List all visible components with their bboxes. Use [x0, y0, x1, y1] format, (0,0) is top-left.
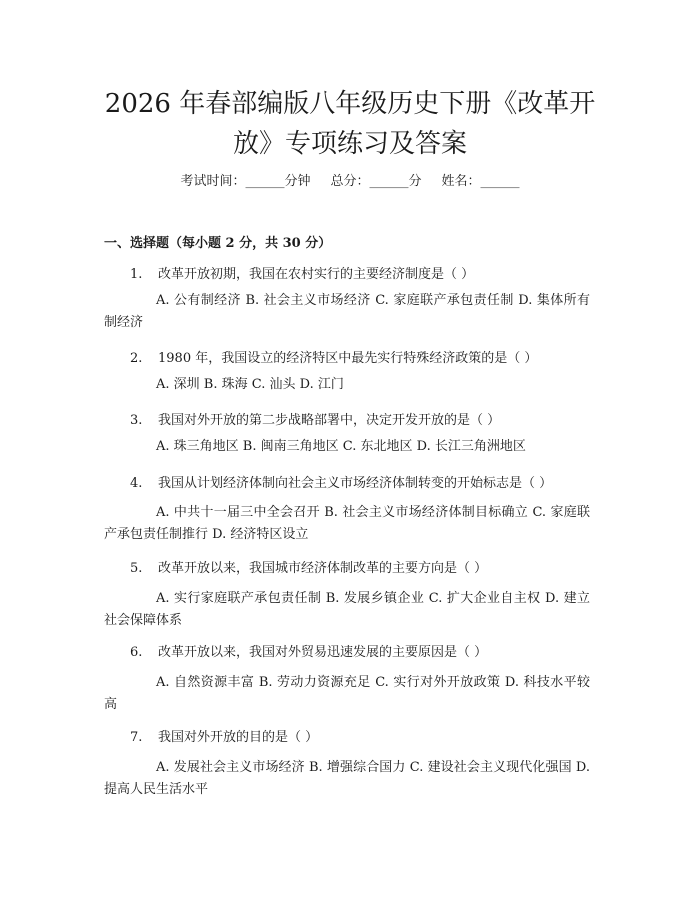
exam-time: 考试时间：______分钟 — [180, 174, 311, 189]
title-line-1: 2026 年春部编版八年级历史下册《改革开 — [104, 89, 596, 119]
question-text: 改革开放初期，我国在农村实行的主要经济制度是（ ） — [158, 267, 475, 282]
question-number: 5. — [130, 561, 143, 576]
exam-score: 总分：______分 — [330, 174, 422, 189]
title-line-2: 放》专项练习及答案 — [232, 129, 467, 159]
question-number: 7. — [130, 730, 143, 745]
question-stem — [130, 641, 487, 660]
question-stem — [130, 726, 318, 745]
question-stem — [130, 472, 552, 491]
question-options: A. 发展社会主义市场经济 B. 增强综合国力 C. 建设社会主义现代化强国 D. 提高人民生活水平 — [104, 760, 590, 797]
question-text: 1980 年，我国设立的经济特区中最先实行特殊经济政策的是（ ） — [158, 351, 538, 366]
question-text: 改革开放以来，我国对外贸易迅速发展的主要原因是（ ） — [158, 645, 488, 660]
question-number: 4. — [130, 476, 143, 491]
question-stem — [130, 409, 500, 428]
question-options: A. 珠三角地区 B. 闽南三角地区 C. 东北地区 D. 长江三角洲地区 — [156, 439, 526, 454]
question-number: 3. — [130, 413, 143, 428]
question-text: 改革开放以来，我国城市经济体制改革的主要方向是（ ） — [158, 561, 488, 576]
exam-meta — [0, 170, 700, 189]
question-stem — [130, 347, 537, 366]
question-number: 6. — [130, 645, 143, 660]
question-text: 我国对外开放的第二步战略部署中，决定开发开放的是（ ） — [158, 413, 501, 428]
question-options: A. 自然资源丰富 B. 劳动力资源充足 C. 实行对外开放政策 D. 科技水平较高 — [104, 675, 590, 712]
document-title — [80, 84, 620, 164]
question-stem — [130, 557, 487, 576]
exam-name: 姓名：______ — [441, 174, 520, 189]
question-options: A. 深圳 B. 珠海 C. 汕头 D. 江门 — [156, 377, 344, 392]
section-heading: 一、选择题（每小题 2 分，共 30 分） — [104, 236, 332, 251]
question-text: 我国从计划经济体制向社会主义市场经济体制转变的开始标志是（ ） — [158, 476, 553, 491]
question-text: 我国对外开放的目的是（ ） — [158, 730, 319, 745]
question-number: 2. — [130, 351, 143, 366]
question-options: A. 中共十一届三中全会召开 B. 社会主义市场经济体制目标确立 C. 家庭联产承包责任制推行 D. 经济特区设立 — [104, 505, 590, 542]
question-number: 1. — [130, 267, 143, 282]
question-options: A. 实行家庭联产承包责任制 B. 发展乡镇企业 C. 扩大企业自主权 D. 建立社会保障体系 — [104, 591, 590, 628]
question-options: A. 公有制经济 B. 社会主义市场经济 C. 家庭联产承包责任制 D. 集体所有制经济 — [104, 293, 590, 330]
question-stem — [130, 263, 474, 282]
